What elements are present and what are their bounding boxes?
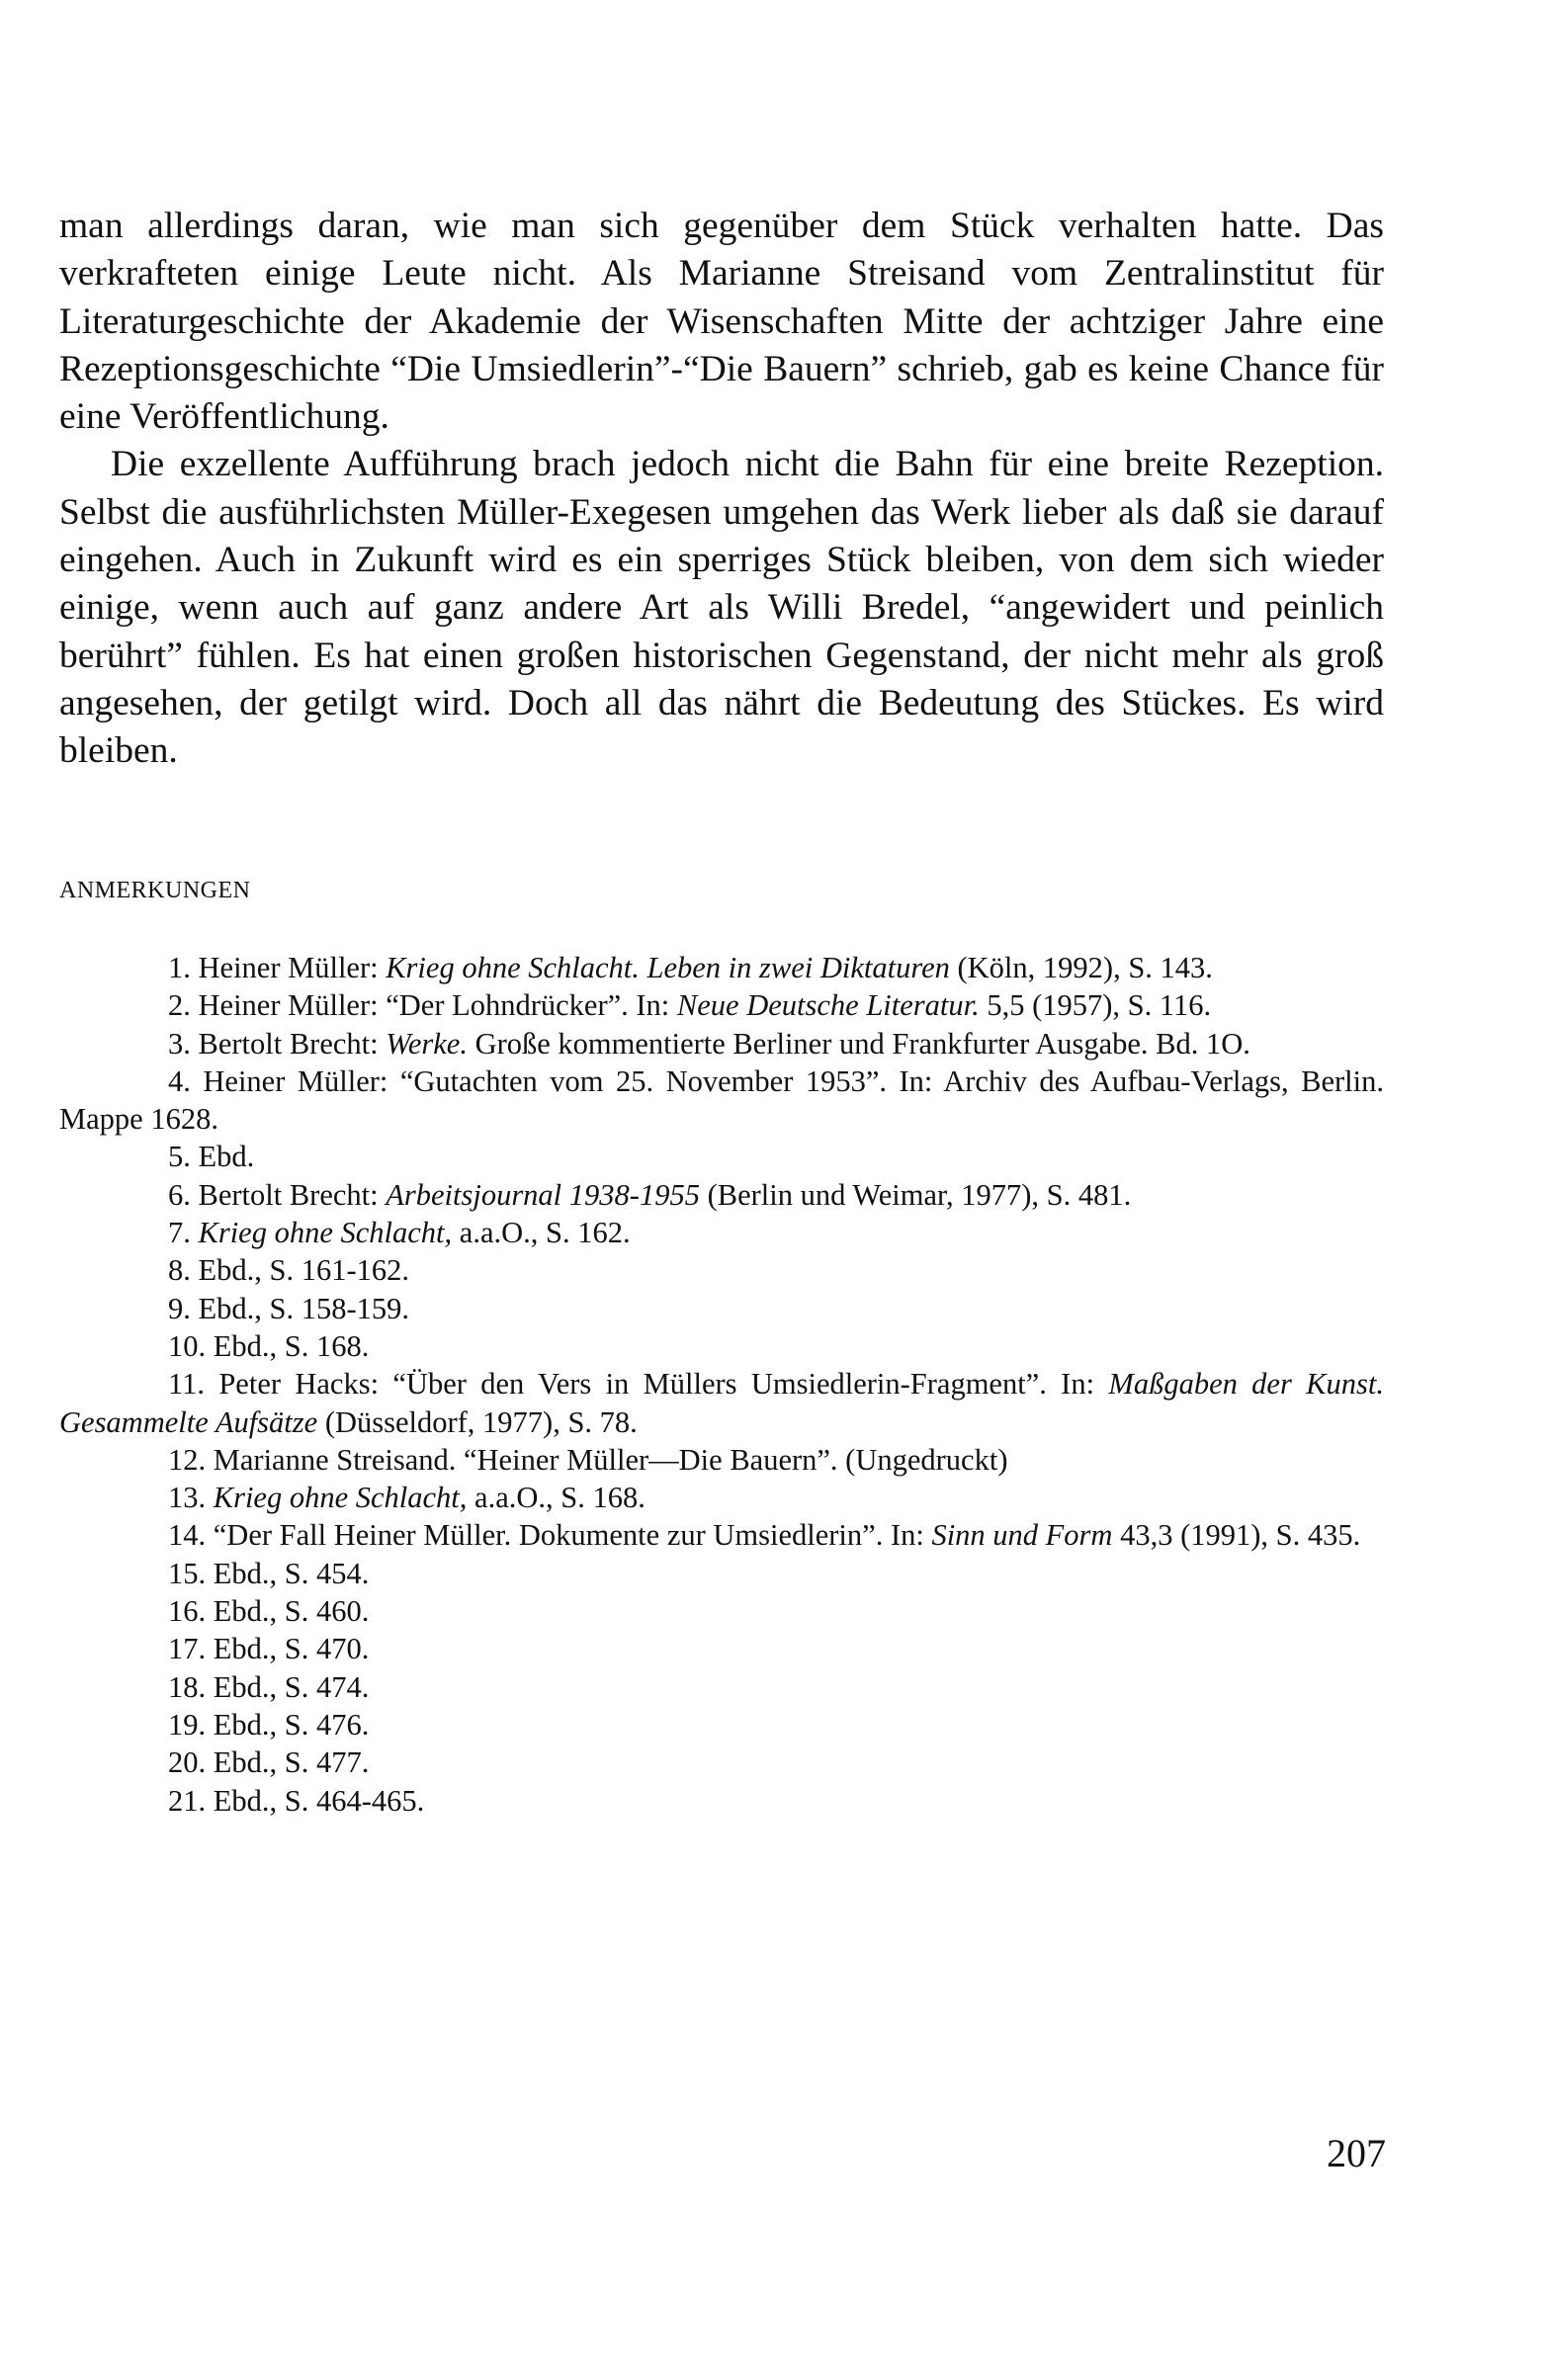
note-item [59,1062,1384,1139]
note-item [59,1743,1384,1781]
note-item [59,1214,1384,1251]
note-item [59,1025,1384,1062]
note-item [59,1592,1384,1630]
note-number: 20. [168,1745,207,1780]
note-item [59,1782,1384,1820]
note-item [59,1555,1384,1592]
note-number: 19. [168,1707,207,1742]
note-number: 8. [168,1253,191,1288]
note-title: Sinn und Form [931,1518,1113,1553]
note-title: Maßgaben der Kunst. Gesammelte Aufsätze [59,1367,1384,1439]
note-title: Werke. [386,1026,468,1061]
note-item [59,1668,1384,1706]
note-item [59,1327,1384,1365]
note-number: 14. [168,1518,207,1553]
note-number: 5. [168,1140,191,1174]
note-number: 4. [168,1063,191,1098]
note-number: 17. [168,1632,207,1666]
note-item [59,1479,1384,1516]
note-item [59,1290,1384,1327]
note-number: 10. [168,1328,207,1363]
note-item [59,986,1384,1024]
note-number: 21. [168,1783,207,1818]
note-title: Arbeitsjournal 1938-1955 [386,1177,700,1212]
note-number: 3. [168,1026,191,1061]
note-title: Krieg ohne Schlacht, [198,1216,453,1250]
note-text: (Köln, 1992), S. 143. [949,951,1213,984]
note-text: Ebd., S. 476. [213,1707,370,1742]
paragraph: Die exzellente Aufführung brach jedoch nicht die Bahn für eine breite Rezeption. Selbst die ausführlichsten Müller-Exegesen umgehen das Werk lieber als daß sie darauf eingehen. Auch in Zukunft wird es ein sperriges Stück bleiben, von dem sich wieder einige, wenn auch auf ganz andere Art als Willi Bredel, “angewidert und peinlich berührt” fühlen. Es hat einen großen historischen Gegenstand, der nicht mehr als groß angesehen, der getilgt wird. Doch all das nährt die Bedeutung des Stückes. Es wird bleiben. [59,444,1384,772]
note-text: Peter Hacks: “Über den Vers in Müllers Umsiedlerin-Fragment”. In: [218,1367,1109,1402]
note-title: Krieg ohne Schlacht. Leben in zwei Diktaturen [386,951,950,984]
note-number: 15. [168,1556,207,1590]
note-text: Ebd. [198,1140,255,1174]
note-text: Ebd., S. 474. [213,1669,370,1704]
note-number: 2. [168,988,191,1023]
note-item [59,1516,1384,1554]
note-text: Ebd., S. 464-465. [213,1783,425,1818]
page-number: 207 [1327,2131,1386,2175]
note-number: 9. [168,1291,191,1325]
notes-list [59,949,1384,1820]
note-text: Ebd., S. 460. [213,1594,370,1629]
note-text: (Düsseldorf, 1977), S. 78. [317,1404,638,1439]
note-number: 18. [168,1669,207,1704]
body-text [59,203,1384,776]
note-text: Bertolt Brecht: [198,1177,387,1212]
note-item [59,1176,1384,1214]
note-text: Marianne Streisand. “Heiner Müller—Die Bauern”. (Ungedruckt) [213,1442,1008,1477]
note-text: “Der Fall Heiner Müller. Dokumente zur Umsiedlerin”. In: [213,1518,932,1553]
note-item [59,1441,1384,1479]
note-text: (Berlin und Weimar, 1977), S. 481. [699,1177,1132,1212]
note-text: Ebd., S. 158-159. [198,1291,409,1325]
note-text: Heiner Müller: “Der Lohndrücker”. In: [198,988,677,1023]
note-number: 7. [168,1216,191,1250]
note-item [59,1706,1384,1743]
note-text: Große kommentierte Berliner und Frankfurter Ausgabe. Bd. 1O. [467,1026,1250,1061]
note-item [59,1365,1384,1441]
note-number: 6. [168,1177,191,1212]
note-text: Ebd., S. 454. [213,1556,370,1590]
note-item [59,1630,1384,1667]
notes-heading: ANMERKUNGEN [59,878,251,903]
note-text: Ebd., S. 470. [213,1632,370,1666]
note-number: 11. [168,1367,205,1402]
note-item [59,1251,1384,1289]
note-item [59,949,1384,986]
note-text: Ebd., S. 161-162. [198,1253,409,1288]
note-text: a.a.O., S. 168. [467,1481,645,1515]
note-item [59,1138,1384,1175]
note-text: Heiner Müller: [198,951,387,984]
note-title: Krieg ohne Schlacht, [213,1481,468,1515]
note-text: 43,3 (1991), S. 435. [1112,1518,1361,1553]
note-number: 16. [168,1594,207,1629]
note-title: Neue Deutsche Literatur. [676,988,980,1023]
note-number: 13. [168,1481,207,1515]
note-number: 12. [168,1442,207,1477]
note-number: 1. [168,951,191,984]
note-text: Ebd., S. 477. [213,1745,370,1780]
note-text: Heiner Müller: “Gutachten vom 25. November 1953”. In: Archiv des Aufbau-Verlags, Berlin. Mappe 1628. [59,1063,1385,1137]
note-text: Bertolt Brecht: [198,1026,387,1061]
note-text: a.a.O., S. 162. [452,1216,631,1250]
paragraph: man allerdings daran, wie man sich gegenüber dem Stück verhalten hatte. Das verkrafteten einige Leute nicht. Als Marianne Streisand vom Zentralinstitut für Literaturgeschichte der Akademie der Wisenschaften Mitte der achtziger Jahre eine Rezeptionsgeschichte “Die Umsiedlerin”-“Die Bauern” schrieb, gab es keine Chance für eine Veröffentlichung. [59,206,1384,438]
note-text: 5,5 (1957), S. 116. [979,988,1212,1023]
note-text: Ebd., S. 168. [213,1328,370,1363]
